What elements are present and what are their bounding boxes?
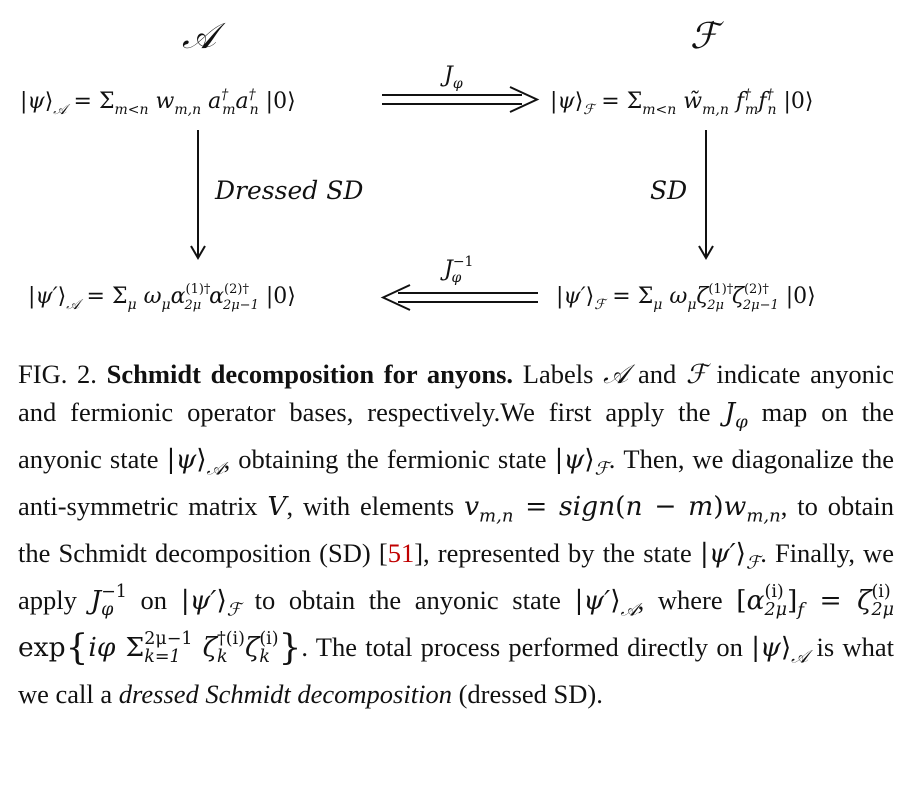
caption-text: on <box>126 584 181 615</box>
math-psi-prime-anyonic: $|\psi'⟩_𝒜$ <box>574 584 638 620</box>
math-j-phi: $J_\varphi$ <box>724 396 748 432</box>
math-psi-prime-fermionic: $|\psi'⟩_ℱ$ <box>180 584 241 620</box>
caption-text: , with elements <box>286 490 465 521</box>
caption-text: is what we call a <box>18 631 894 709</box>
eq-fermionic-state <box>550 87 814 118</box>
math-fermionic-basis: ℱ <box>685 359 707 390</box>
citation-link[interactable]: 51 <box>387 537 415 568</box>
figure-title: Schmidt decomposition for anyons. <box>106 359 514 389</box>
math-psi-prime-fermionic: $|\psi'⟩_ℱ$ <box>699 537 761 573</box>
arrow-sd <box>650 130 713 258</box>
svg-text:|ψ′⟩ℱ = Σμ ωμζ(1)†2μζ(2)†2μ−1: $|\psi'⟩_ℱ = \Sigma_\mu$ $\omega_\mu\zeta^{(1)\dagger}$ 2μ $\zeta^{(2)\dagger}$ 2μ−1 |0⟩ <box>556 282 816 313</box>
svg-text:|ψ′⟩𝒜 = Σμ ωμα(1)†2μα(2)†2μ−1: $|\psi'⟩_𝒜 = \Sigma_\mu$ $\omega_\mu\alpha^{(1)\dagger}$ 2μ $\alpha^{(2)\dagger}$ 2μ−1 |0⟩ <box>28 282 296 313</box>
emphasis-term: dressed Schmidt decomposition <box>118 678 452 709</box>
caption-text: . Finally, we apply <box>18 537 894 615</box>
caption-text: , obtaining the fermionic state <box>223 443 555 474</box>
arrow-j-phi <box>382 63 537 112</box>
figure-number: FIG. 2. <box>18 359 97 389</box>
math-j-phi-inverse: J −1 φ <box>90 582 127 620</box>
caption-text: ], represented by the state <box>414 537 700 568</box>
caption-text: , to obtain the Schmidt decomposition (SD) [ <box>18 490 894 568</box>
svg-text:|ψ⟩𝒜 = Σm<n wm,n a†ma†n |0⟩: $|\psi⟩_𝒜 = \Sigma_{m<n}$ $w_{m,n}$ a† ma† n |0⟩ <box>20 87 296 118</box>
svg-text:|ψ⟩ℱ = Σm<n w̃m,n f†mf†n |0⟩: $|\psi⟩_ℱ = \Sigma_{m<n}$ $w̃_{m,n}$ f† mf† n |0⟩ <box>550 87 814 118</box>
eq-fermionic-schmidt-state <box>556 282 816 313</box>
eq-anyonic-state <box>20 87 296 118</box>
caption-text: Labels <box>513 359 604 389</box>
arrow-j-phi-inverse <box>383 254 538 310</box>
math-psi-anyonic: $|\psi⟩_𝒜$ <box>751 631 809 668</box>
caption-text: indicate anyonic and fermionic operator bases, respectively.We first apply the <box>18 359 895 427</box>
caption-text: map on the anyonic state <box>18 396 894 474</box>
math-psi-fermionic: $|\psi⟩_ℱ$ <box>554 443 609 479</box>
arrow-label-j-phi-inverse: $J^{-1}$ φ <box>444 254 474 286</box>
math-matrix-v: V <box>267 490 287 522</box>
math-alpha-relation: [α (i) 2μ ]$_f = \zeta$ (i) 2μ exp{iφ Σ 2μ−1 k=1 ζ †(i) k ζ (i) k } <box>18 582 894 668</box>
math-v-elements: $v_{m,n}$ = sign(n − $m)w_{m,n}$ <box>464 490 781 526</box>
math-anyonic-basis: 𝒜 <box>603 359 629 390</box>
arrow-label-j-phi: $J_\varphi$ <box>444 63 463 92</box>
basis-label-fermionic: ℱ <box>690 16 719 57</box>
caption-text: (dressed SD). <box>451 678 603 709</box>
arrow-label-sd: SD <box>650 176 688 205</box>
basis-label-anyonic: 𝒜 <box>182 16 217 57</box>
caption-text: to obtain the anyonic state <box>240 584 575 615</box>
commutative-diagram <box>0 0 912 340</box>
arrow-label-dressed-sd: Dressed SD <box>215 176 364 205</box>
caption-text: and <box>628 359 686 389</box>
caption-text: , where <box>637 584 737 615</box>
arrow-dressed-sd <box>191 130 363 258</box>
eq-anyonic-schmidt-state <box>28 282 296 313</box>
caption-text: . Then, we diagonalize the anti-symmetric matrix <box>18 443 895 521</box>
math-psi-anyonic: $|\psi⟩_𝒜$ <box>166 443 224 479</box>
figure-caption <box>18 356 894 714</box>
caption-text: . The total process performed directly on <box>301 631 752 662</box>
